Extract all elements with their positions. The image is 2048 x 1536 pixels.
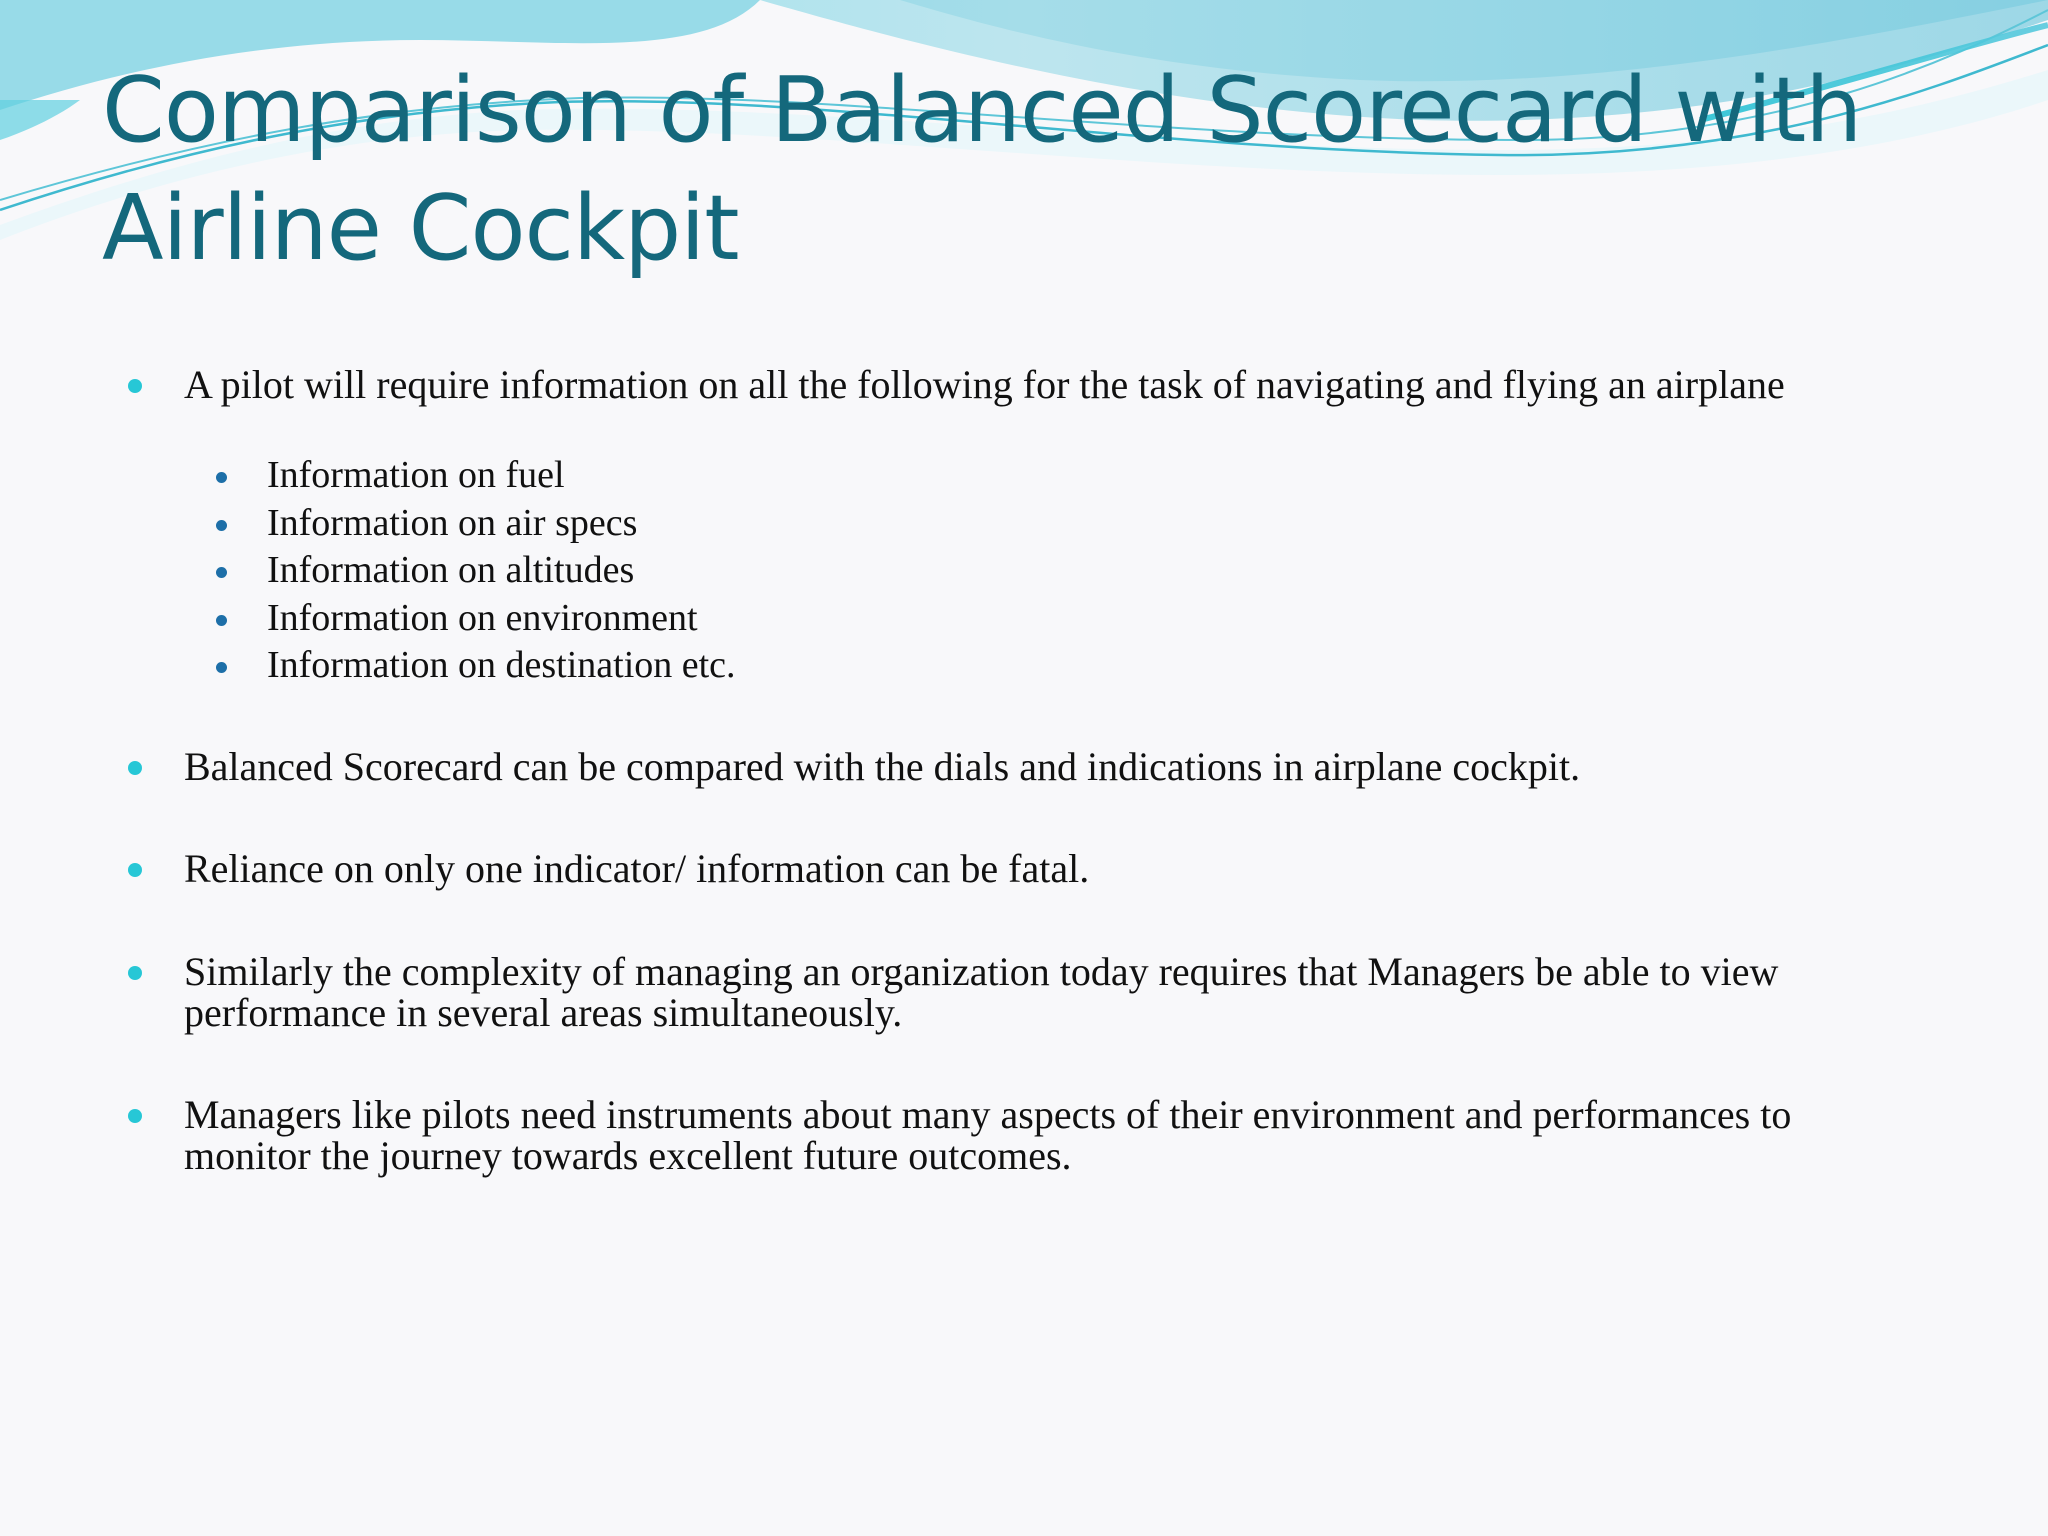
bullet-item-4: Similarly the complexity of managing an organization today requires that Managers be able to view performance in several areas simultaneously. [184,949,1779,1035]
sub-item-destination: Information on destination etc. [267,644,736,686]
sub-item-air-specs: Information on air specs [267,502,638,544]
bullet-item-1: A pilot will require information on all the following for the task of navigating and flying an airplane [184,362,1785,407]
bullet-dot [128,379,142,393]
sub-item-fuel: Information on fuel [267,454,565,496]
sub-bullet-dot [216,567,227,578]
sub-bullet-dot [216,662,227,673]
bullet-item-2: Balanced Scorecard can be compared with the dials and indications in airplane cockpit. [184,744,1581,789]
sub-bullet-dot [216,615,227,626]
bullet-item-5: Managers like pilots need instruments about many aspects of their environment and performances to monitor the journey towards excellent future outcomes. [184,1092,1792,1178]
bullet-dot [128,1109,142,1123]
sub-bullet-dot [216,520,227,531]
title-line-2: Airline Cockpit [102,176,739,281]
sub-bullet-dot [216,472,227,483]
bullet-dot [128,966,142,980]
bullet-dot [128,761,142,775]
bullet-dot [128,863,142,877]
sub-item-environment: Information on environment [267,597,698,639]
bullet-item-3: Reliance on only one indicator/ information can be fatal. [184,846,1090,891]
title-line-1: Comparison of Balanced Scorecard with [102,58,1862,163]
sub-item-altitudes: Information on altitudes [267,549,635,591]
